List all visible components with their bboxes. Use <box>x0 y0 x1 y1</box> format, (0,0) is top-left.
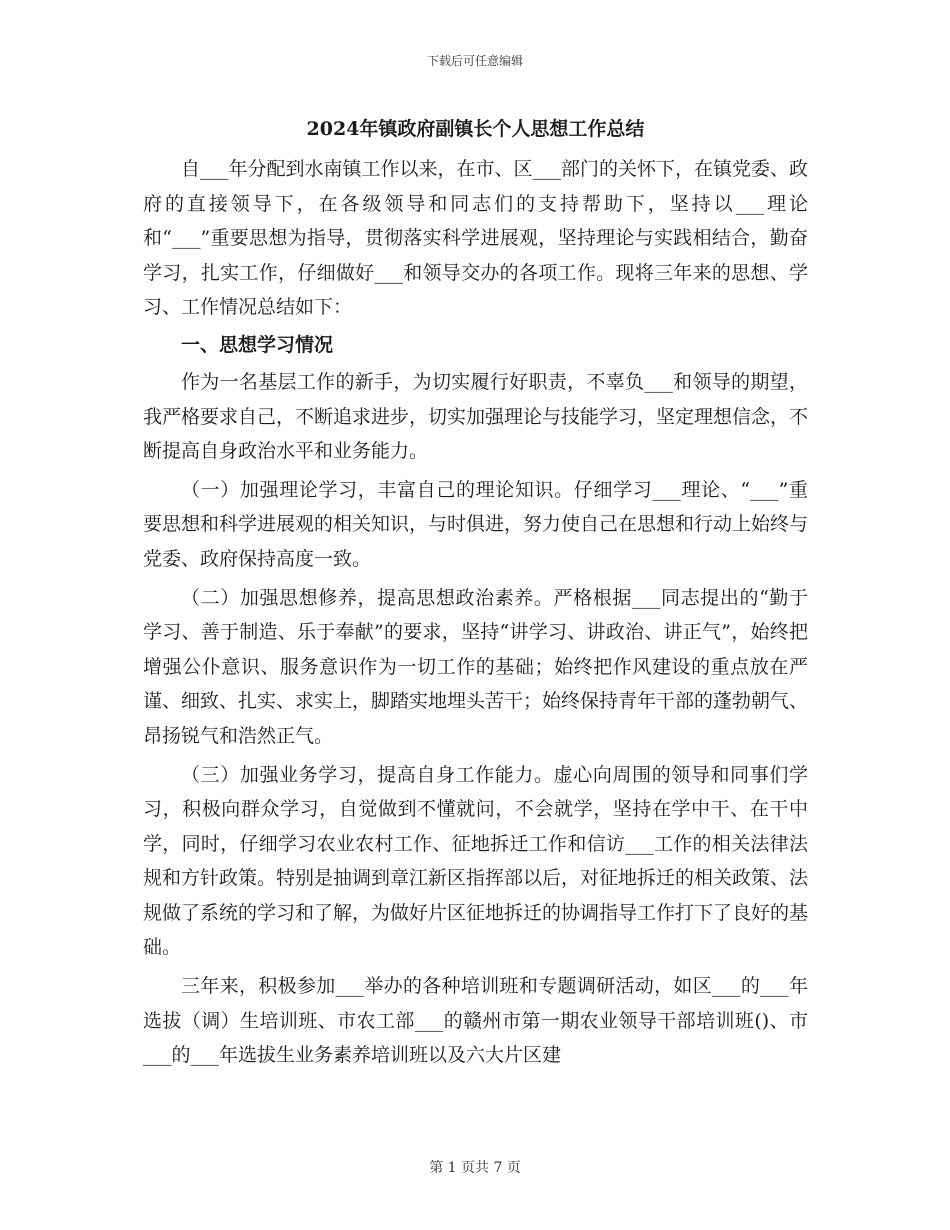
page-footer: 第 1 页共 7 页 <box>429 1160 521 1176</box>
intro-paragraph: 自___年分配到水南镇工作以来，在市、区___部门的关怀下，在镇党委、政府的直接领导下，在各级领导和同志们的支持帮助下，坚持以___理论和“___”重要思想为指导，贯彻落实科学进展观，坚持理论与实践相结合，勤奋学习，扎实工作，仔细做好___和领导交办的各项工作。现将三年来的思想、学习、工作情况总结如下： <box>143 158 809 319</box>
paragraph: 作为一名基层工作的新手，为切实履行好职责，不辜负___和领导的期望，我严格要求自己，不断追求进步，切实加强理论与技能学习，坚定理想信念，不断提高自身政治水平和业务能力。 <box>143 370 809 463</box>
header-note: 下载后可任意编辑 <box>426 54 523 68</box>
section-heading: 一、思想学习情况 <box>181 333 334 356</box>
paragraph: （一）加强理论学习，丰富自己的理论知识。仔细学习___理论、“___”重要思想和科学进展观的相关知识，与时俱进，努力使自己在思想和行动上始终与党委、政府保持高度一致。 <box>143 478 809 570</box>
paragraph: （二）加强思想修养，提高思想政治素养。严格根据___同志提出的“勤于学习、善于制造、乐于奉献”的要求，坚持“讲学习、讲政治、讲正气”，始终把增强公仆意识、服务意识作为一切工作的基础；始终把作风建设的重点放在严谨、细致、扎实、求实上，脚踏实地埋头苦干；始终保持青年干部的蓬勃朝气、昂扬锐气和浩然正气。 <box>143 586 809 747</box>
paragraph: 三年来，积极参加___举办的各种培训班和专题调研活动，如区___的___年选拔（调）生培训班、市农工部___的赣州市第一期农业领导干部培训班()、市___的___年选拔生业务素养培训班以及六大片区建 <box>143 975 808 1067</box>
paragraph: （三）加强业务学习，提高自身工作能力。虚心向周围的领导和同事们学习，积极向群众学习，自觉做到不懂就问，不会就学，坚持在学中干、在干中学，同时，仔细学习农业农村工作、征地拆迁工作和信访___工作的相关法律法规和方针政策。特别是抽调到章江新区指挥部以后，对征地拆迁的相关政策、法规做了系统的学习和了解，为做好片区征地拆迁的协调指导工作打下了良好的基础。 <box>143 763 809 959</box>
document-body <box>143 112 808 1073</box>
document-title: 2024年镇政府副镇长个人思想工作总结 <box>306 118 645 140</box>
